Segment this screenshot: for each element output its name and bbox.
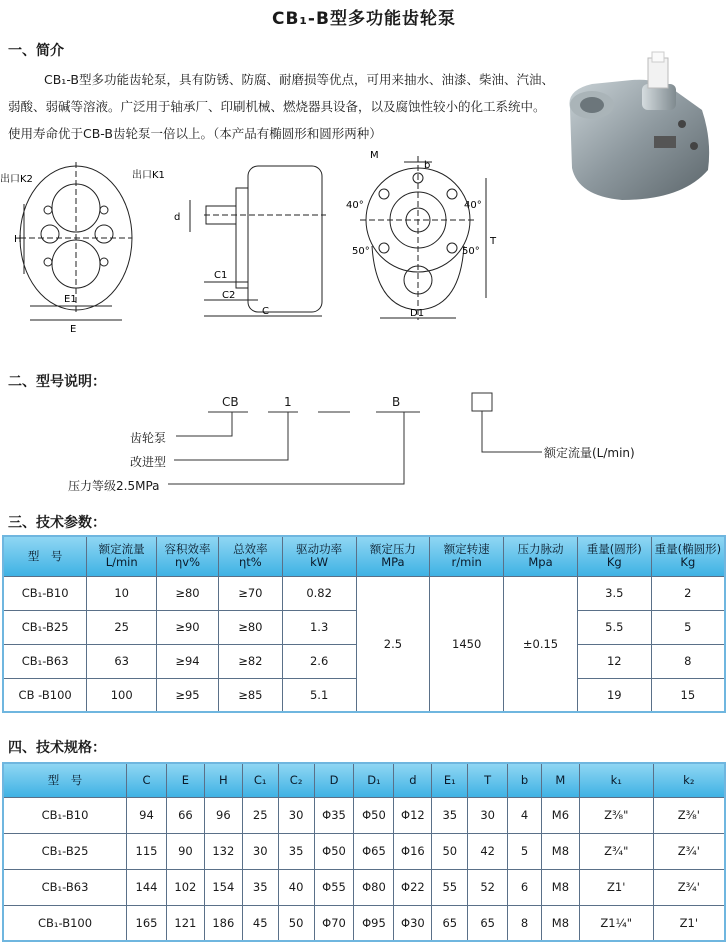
table-cell: 2.6	[282, 644, 356, 678]
params-header-cell: 额定转速 r/min	[430, 536, 504, 576]
table-cell: Φ50	[354, 797, 394, 833]
table-cell: 100	[87, 678, 157, 712]
specs-table-body	[3, 797, 725, 941]
model-label-pump: 齿轮泵	[130, 431, 167, 445]
intro-paragraph	[8, 66, 556, 147]
table-cell: 5.5	[577, 610, 651, 644]
table-cell: CB -B100	[3, 678, 87, 712]
table-cell: 35	[432, 797, 468, 833]
rated-pressure-cell: 2.5	[356, 576, 430, 712]
table-cell: 94	[127, 797, 167, 833]
label-b: b	[424, 160, 431, 171]
table-cell: 165	[127, 905, 167, 941]
specs-header-cell: T	[468, 763, 508, 797]
table-cell: M8	[541, 905, 579, 941]
model-code-b: B	[392, 395, 401, 409]
table-cell: CB₁-B100	[3, 905, 127, 941]
params-header-cell: 容积效率 ηv%	[157, 536, 219, 576]
table-cell: 63	[87, 644, 157, 678]
table-cell: Φ35	[314, 797, 354, 833]
table-cell: ≥80	[218, 610, 282, 644]
specs-header-cell: M	[541, 763, 579, 797]
specs-header-cell: k₁	[579, 763, 653, 797]
table-cell: 66	[166, 797, 204, 833]
table-cell: 35	[278, 833, 314, 869]
label-outlet-k1: 出口K1	[132, 170, 165, 181]
label-c: C	[262, 306, 269, 317]
intro-text: CB₁-B型多功能齿轮泵，具有防锈、防腐、耐磨损等优点，可用来抽水、油漆、柴油、汽油、弱酸、弱碱等溶液。广泛用于轴承厂、印刷机械、燃烧器具设备，以及腐蚀性较小的化工系统中。使用寿命优于CB-B齿轮泵一倍以上。（本产品有椭圆形和圆形两种）	[8, 72, 554, 141]
table-cell: 90	[166, 833, 204, 869]
table-cell: 10	[87, 576, 157, 610]
table-cell: 1.3	[282, 610, 356, 644]
params-header-cell: 驱动功率 kW	[282, 536, 356, 576]
specs-header-cell: H	[204, 763, 242, 797]
model-label-flow: 额定流量(L/min)	[544, 446, 635, 460]
table-cell: ≥95	[157, 678, 219, 712]
params-header-row	[3, 536, 725, 576]
page-title: CB₁-B型多功能齿轮泵	[272, 9, 456, 29]
table-cell: M8	[541, 869, 579, 905]
table-row	[3, 576, 725, 610]
table-cell: 4	[508, 797, 542, 833]
table-cell: 50	[432, 833, 468, 869]
table-cell: CB₁-B25	[3, 610, 87, 644]
table-cell: 2	[651, 576, 725, 610]
table-cell: M6	[541, 797, 579, 833]
table-cell: 154	[204, 869, 242, 905]
table-cell: 42	[468, 833, 508, 869]
specs-header-cell: E₁	[432, 763, 468, 797]
table-cell: 5	[651, 610, 725, 644]
pressure-pulse-cell: ±0.15	[504, 576, 578, 712]
table-cell: Φ65	[354, 833, 394, 869]
rated-speed-cell: 1450	[430, 576, 504, 712]
table-cell: 186	[204, 905, 242, 941]
table-cell: 35	[242, 869, 278, 905]
table-cell: ≥82	[218, 644, 282, 678]
table-cell: Φ30	[394, 905, 432, 941]
table-cell: ≥94	[157, 644, 219, 678]
table-cell: 96	[204, 797, 242, 833]
table-row	[3, 833, 725, 869]
section-heading-specs: 四、技术规格：	[8, 740, 106, 756]
model-explanation	[0, 392, 728, 497]
params-header-cell: 重量(圆形) Kg	[577, 536, 651, 576]
table-cell: CB₁-B25	[3, 833, 127, 869]
table-cell: Φ12	[394, 797, 432, 833]
table-cell: 25	[87, 610, 157, 644]
table-cell: Φ80	[354, 869, 394, 905]
label-d1: D1	[410, 308, 425, 319]
table-cell: 19	[577, 678, 651, 712]
specs-header-cell: d	[394, 763, 432, 797]
label-h: H	[14, 234, 22, 245]
table-cell: 25	[242, 797, 278, 833]
params-header-cell: 压力脉动 Mpa	[504, 536, 578, 576]
table-cell: 144	[127, 869, 167, 905]
table-cell: 52	[468, 869, 508, 905]
dimension-drawings	[0, 148, 560, 348]
label-angle-50-left: 50°	[352, 246, 370, 257]
table-cell: M8	[541, 833, 579, 869]
table-cell: 65	[432, 905, 468, 941]
table-cell: ≥90	[157, 610, 219, 644]
section-heading-intro: 一、简介	[8, 43, 64, 59]
label-d: d	[174, 212, 181, 223]
table-cell: Z1'	[653, 905, 725, 941]
table-cell: Z³⁄₄"	[579, 833, 653, 869]
table-cell: CB₁-B10	[3, 797, 127, 833]
table-cell: 15	[651, 678, 725, 712]
params-header-cell: 额定压力 MPa	[356, 536, 430, 576]
model-code-cb: CB	[222, 395, 239, 409]
specs-header-cell: 型 号	[3, 763, 127, 797]
table-cell: Φ22	[394, 869, 432, 905]
specs-header-cell: C	[127, 763, 167, 797]
section-heading-model: 二、型号说明：	[8, 374, 106, 390]
section-heading-params: 三、技术参数：	[8, 515, 106, 531]
table-cell: 12	[577, 644, 651, 678]
model-code-1: 1	[284, 395, 292, 409]
table-cell: 132	[204, 833, 242, 869]
label-angle-40-right: 40°	[464, 200, 482, 211]
specs-header-cell: E	[166, 763, 204, 797]
table-cell: 121	[166, 905, 204, 941]
specs-header-row	[3, 763, 725, 797]
table-cell: 8	[508, 905, 542, 941]
specs-header-cell: C₁	[242, 763, 278, 797]
label-e1: E1	[64, 294, 77, 305]
table-cell: 50	[278, 905, 314, 941]
table-cell: 55	[432, 869, 468, 905]
table-cell: CB₁-B63	[3, 869, 127, 905]
table-cell: Z³⁄₄'	[653, 869, 725, 905]
table-cell: 5	[508, 833, 542, 869]
table-cell: ≥80	[157, 576, 219, 610]
table-row	[3, 905, 725, 941]
table-cell: Z1'	[579, 869, 653, 905]
params-header-cell: 额定流量 L/min	[87, 536, 157, 576]
params-header-cell: 型 号	[3, 536, 87, 576]
table-cell: CB₁-B63	[3, 644, 87, 678]
table-cell: 6	[508, 869, 542, 905]
params-header-cell: 重量(椭圆形) Kg	[651, 536, 725, 576]
table-cell: 65	[468, 905, 508, 941]
specs-table	[2, 762, 726, 942]
table-cell: 30	[278, 797, 314, 833]
specs-header-cell: k₂	[653, 763, 725, 797]
params-header-cell: 总效率 ηt%	[218, 536, 282, 576]
table-cell: 8	[651, 644, 725, 678]
table-cell: Z³⁄₈'	[653, 797, 725, 833]
table-cell: 45	[242, 905, 278, 941]
table-cell: 30	[468, 797, 508, 833]
table-cell: 5.1	[282, 678, 356, 712]
table-cell: CB₁-B10	[3, 576, 87, 610]
table-cell: 30	[242, 833, 278, 869]
specs-header-cell: D	[314, 763, 354, 797]
label-outlet-k2: 出口K2	[0, 174, 33, 185]
table-cell: Φ55	[314, 869, 354, 905]
table-cell: 0.82	[282, 576, 356, 610]
label-e: E	[70, 324, 77, 335]
label-t: T	[490, 236, 497, 247]
pump-photo	[562, 50, 722, 210]
label-m: M	[370, 150, 379, 161]
table-cell: Z1¼"	[579, 905, 653, 941]
table-cell: Φ95	[354, 905, 394, 941]
table-cell: ≥85	[218, 678, 282, 712]
specs-header-cell: D₁	[354, 763, 394, 797]
table-cell: Z³⁄₈"	[579, 797, 653, 833]
label-angle-40-left: 40°	[346, 200, 364, 211]
table-cell: ≥70	[218, 576, 282, 610]
specs-header-cell: C₂	[278, 763, 314, 797]
specs-header-cell: b	[508, 763, 542, 797]
table-cell: 102	[166, 869, 204, 905]
label-angle-50-right: 50°	[462, 246, 480, 257]
table-cell: Φ16	[394, 833, 432, 869]
model-label-pressure: 压力等级2.5MPa	[68, 479, 160, 493]
label-c2: C2	[222, 290, 236, 301]
table-cell: 40	[278, 869, 314, 905]
table-cell: 115	[127, 833, 167, 869]
params-table	[2, 535, 726, 713]
table-cell: Φ70	[314, 905, 354, 941]
label-c1: C1	[214, 270, 228, 281]
table-cell: Φ50	[314, 833, 354, 869]
table-row	[3, 869, 725, 905]
model-label-improved: 改进型	[130, 455, 167, 469]
table-cell: 3.5	[577, 576, 651, 610]
table-cell: Z³⁄₄'	[653, 833, 725, 869]
table-row	[3, 797, 725, 833]
